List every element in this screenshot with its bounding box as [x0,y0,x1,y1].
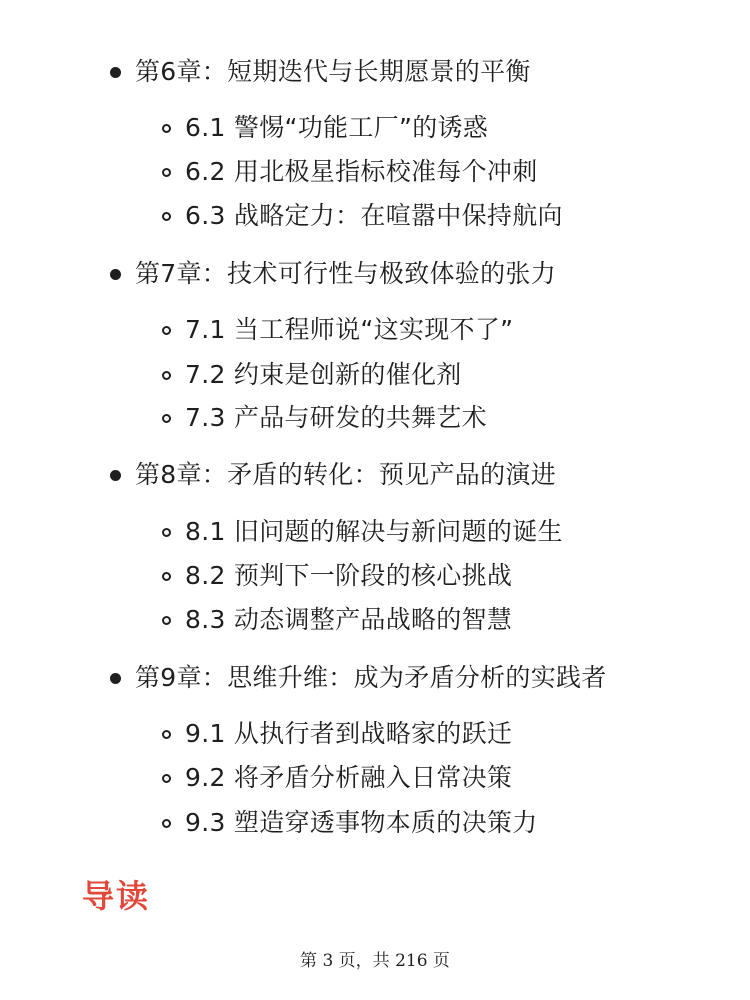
bullet-circle-icon [162,730,171,739]
bullet-circle-icon [162,212,171,221]
section-title: 6.1 警惕“功能工厂”的诱惑 [185,113,489,142]
bullet-circle-icon [162,572,171,581]
section-item [162,355,462,395]
page-footer: 第 3 页，共 216 页 [300,951,450,971]
section-item [162,512,563,552]
bullet-dot-icon [110,269,121,280]
chapter-item [110,658,607,698]
section-title: 7.1 当工程师说“这实现不了” [185,315,514,344]
chapter-item [110,455,556,495]
bullet-dot-icon [110,470,121,481]
bullet-circle-icon [162,168,171,177]
chapter-title: 第6章：短期迭代与长期愿景的平衡 [135,57,531,86]
bullet-circle-icon [162,124,171,133]
section-title: 8.2 预判下一阶段的核心挑战 [185,561,513,590]
chapter-title: 第9章：思维升维：成为矛盾分析的实践者 [135,663,607,692]
section-item [162,714,512,754]
section-title: 6.3 战略定力：在喧嚣中保持航向 [185,201,563,230]
section-item [162,310,513,350]
bullet-dot-icon [110,673,121,684]
section-title: 9.3 塑造穿透事物本质的决策力 [185,808,538,837]
section-heading: 导读 [82,877,151,915]
section-item [162,398,487,438]
bullet-circle-icon [162,371,171,380]
section-title: 7.3 产品与研发的共舞艺术 [185,403,487,432]
bullet-circle-icon [162,774,171,783]
section-title: 6.2 用北极星指标校准每个冲刺 [185,157,538,186]
section-title: 8.1 旧问题的解决与新问题的诞生 [185,517,563,546]
chapter-item [110,52,531,92]
section-title: 9.2 将矛盾分析融入日常决策 [185,763,513,792]
section-item [162,196,563,236]
bullet-dot-icon [110,67,121,78]
section-title: 7.2 约束是创新的催化剂 [185,360,462,389]
chapter-item [110,254,556,294]
chapter-title: 第8章：矛盾的转化：预见产品的演进 [135,460,557,489]
bullet-circle-icon [162,616,171,625]
section-title: 9.1 从执行者到战略家的跃迁 [185,719,513,748]
bullet-circle-icon [162,414,171,423]
section-item [162,758,512,798]
section-item [162,152,538,192]
section-item [162,556,512,596]
bullet-circle-icon [162,326,171,335]
bullet-circle-icon [162,819,171,828]
chapter-title: 第7章：技术可行性与极致体验的张力 [135,259,557,288]
section-title: 8.3 动态调整产品战略的智慧 [185,605,513,634]
section-item [162,600,512,640]
section-item [162,108,488,148]
section-item [162,803,538,843]
bullet-circle-icon [162,528,171,537]
